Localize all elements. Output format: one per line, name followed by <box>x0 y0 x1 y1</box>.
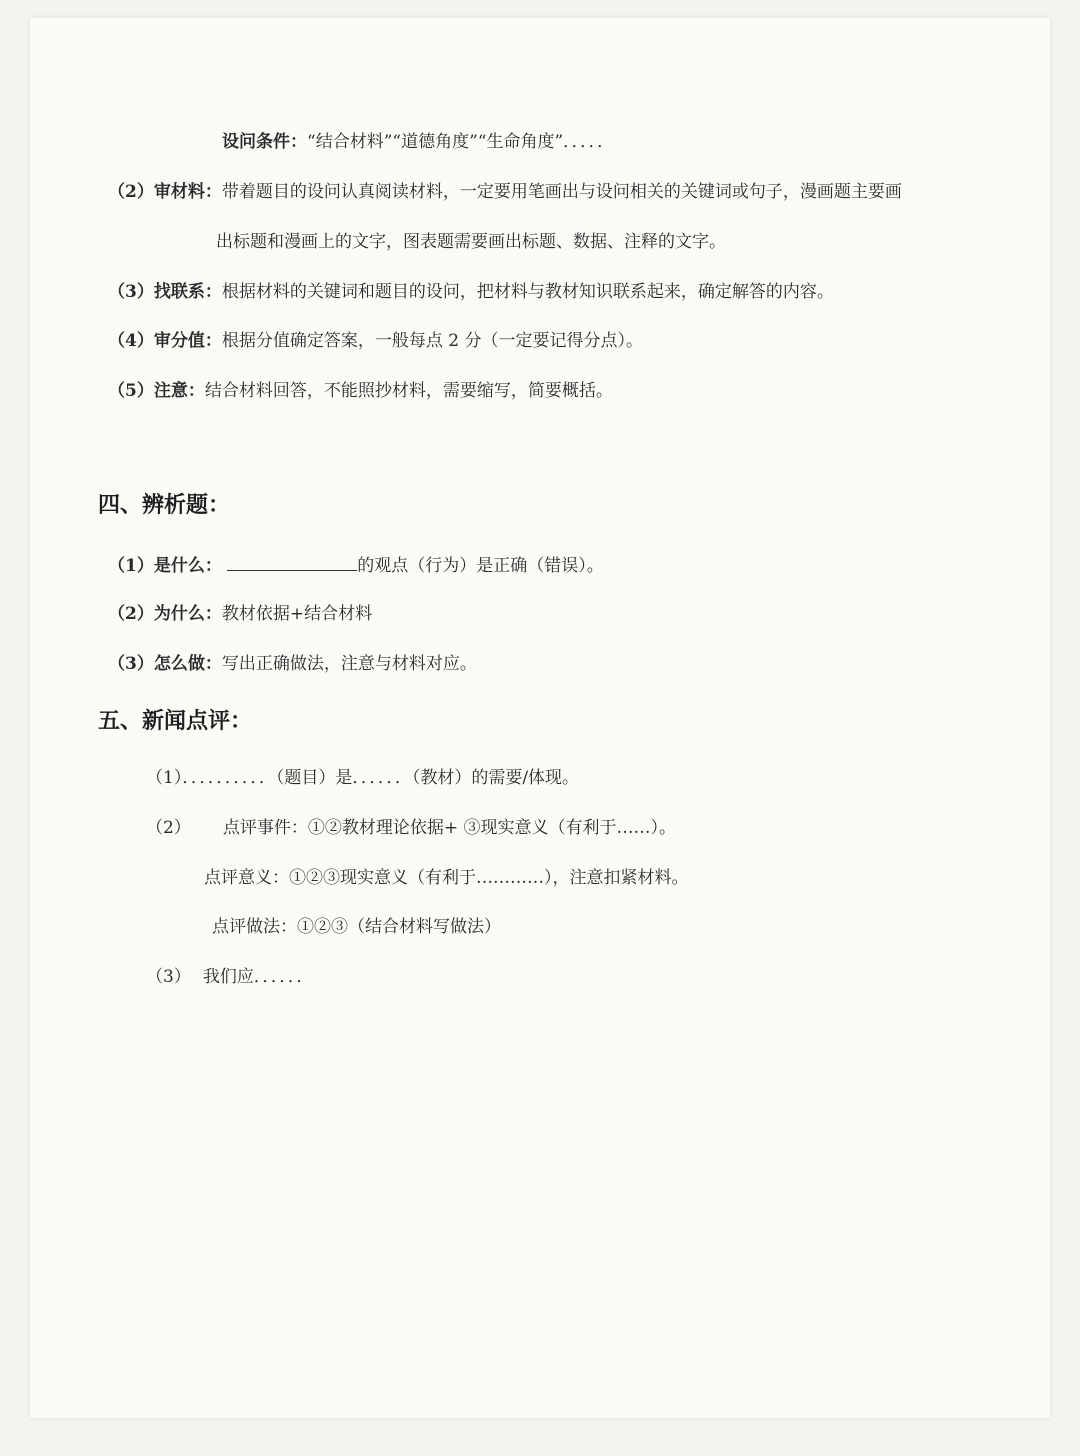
step-find-connection <box>108 280 834 304</box>
item-text: 结合材料回答，不能照抄材料，需要缩写，简要概括。 <box>204 381 613 401</box>
item-label: 是什么： <box>153 556 222 576</box>
step-review-material <box>108 180 902 204</box>
analysis-what <box>108 553 604 578</box>
item-prefix: （2） <box>146 818 191 838</box>
analysis-why <box>108 602 372 626</box>
item-text: 根据材料的关键词和题目的设问，把材料与教材知识联系起来，确定解答的内容。 <box>221 282 834 302</box>
step-note <box>108 379 613 403</box>
item-prefix: （4） <box>108 331 154 351</box>
item-label: 找联系： <box>153 282 222 302</box>
item-text: 点评做法：①②③（结合材料写做法） <box>212 917 501 937</box>
item-text: ．．．．．．．．．．（题目）是．．．．．．（教材）的需要/体现。 <box>182 768 580 788</box>
step-review-score <box>108 329 643 353</box>
item-label: 为什么： <box>153 604 222 624</box>
news-item-2 <box>146 816 676 840</box>
news-item-3 <box>146 965 313 989</box>
item-prefix: （3） <box>108 654 154 674</box>
item-text: 点评意义：①②③现实意义（有利于…………），注意扣紧材料。 <box>204 868 689 888</box>
item-prefix: （2） <box>108 604 154 624</box>
item-text: 的观点（行为）是正确（错误）。 <box>357 556 604 576</box>
item-label: 设问条件： <box>222 132 307 152</box>
item-label: 注意： <box>153 381 205 401</box>
item-text: 根据分值确定答案，一般每点 2 分（一定要记得分点）。 <box>221 331 643 351</box>
news-item-1 <box>146 766 579 790</box>
item-prefix: （1） <box>108 556 154 576</box>
condition-line <box>222 130 614 154</box>
item-prefix: （1） <box>146 768 183 788</box>
analysis-how <box>108 652 477 676</box>
item-text: 我们应．．．．．． <box>202 967 314 987</box>
item-label: 审分值： <box>153 331 222 351</box>
news-item-2-meaning <box>204 866 689 890</box>
item-label: 审材料： <box>153 182 222 202</box>
document-page <box>30 18 1050 1418</box>
step-review-material-cont <box>216 230 726 254</box>
item-label: 怎么做： <box>153 654 222 674</box>
item-text: 写出正确做法，注意与材料对应。 <box>221 654 477 674</box>
item-prefix: （3） <box>146 967 191 987</box>
item-text: “结合材料”“道德角度”“生命角度”．．．．． <box>307 132 615 152</box>
item-text: 教材依据+结合材料 <box>221 604 373 624</box>
section4-heading: 四、辨析题： <box>98 493 231 518</box>
item-prefix: （3） <box>108 282 154 302</box>
section5-heading: 五、新闻点评： <box>98 709 253 734</box>
news-item-2-practice <box>212 915 501 939</box>
item-text: 出标题和漫画上的文字，图表题需要画出标题、数据、注释的文字。 <box>216 232 726 252</box>
item-prefix: （2） <box>108 182 154 202</box>
item-prefix: （5） <box>108 381 154 401</box>
item-text: 带着题目的设问认真阅读材料，一定要用笔画出与设问相关的关键词或句子，漫画题主要画 <box>221 182 902 202</box>
item-text: 点评事件：①②教材理论依据+ ③现实意义（有利于……）。 <box>222 818 676 838</box>
fill-blank <box>227 553 357 571</box>
